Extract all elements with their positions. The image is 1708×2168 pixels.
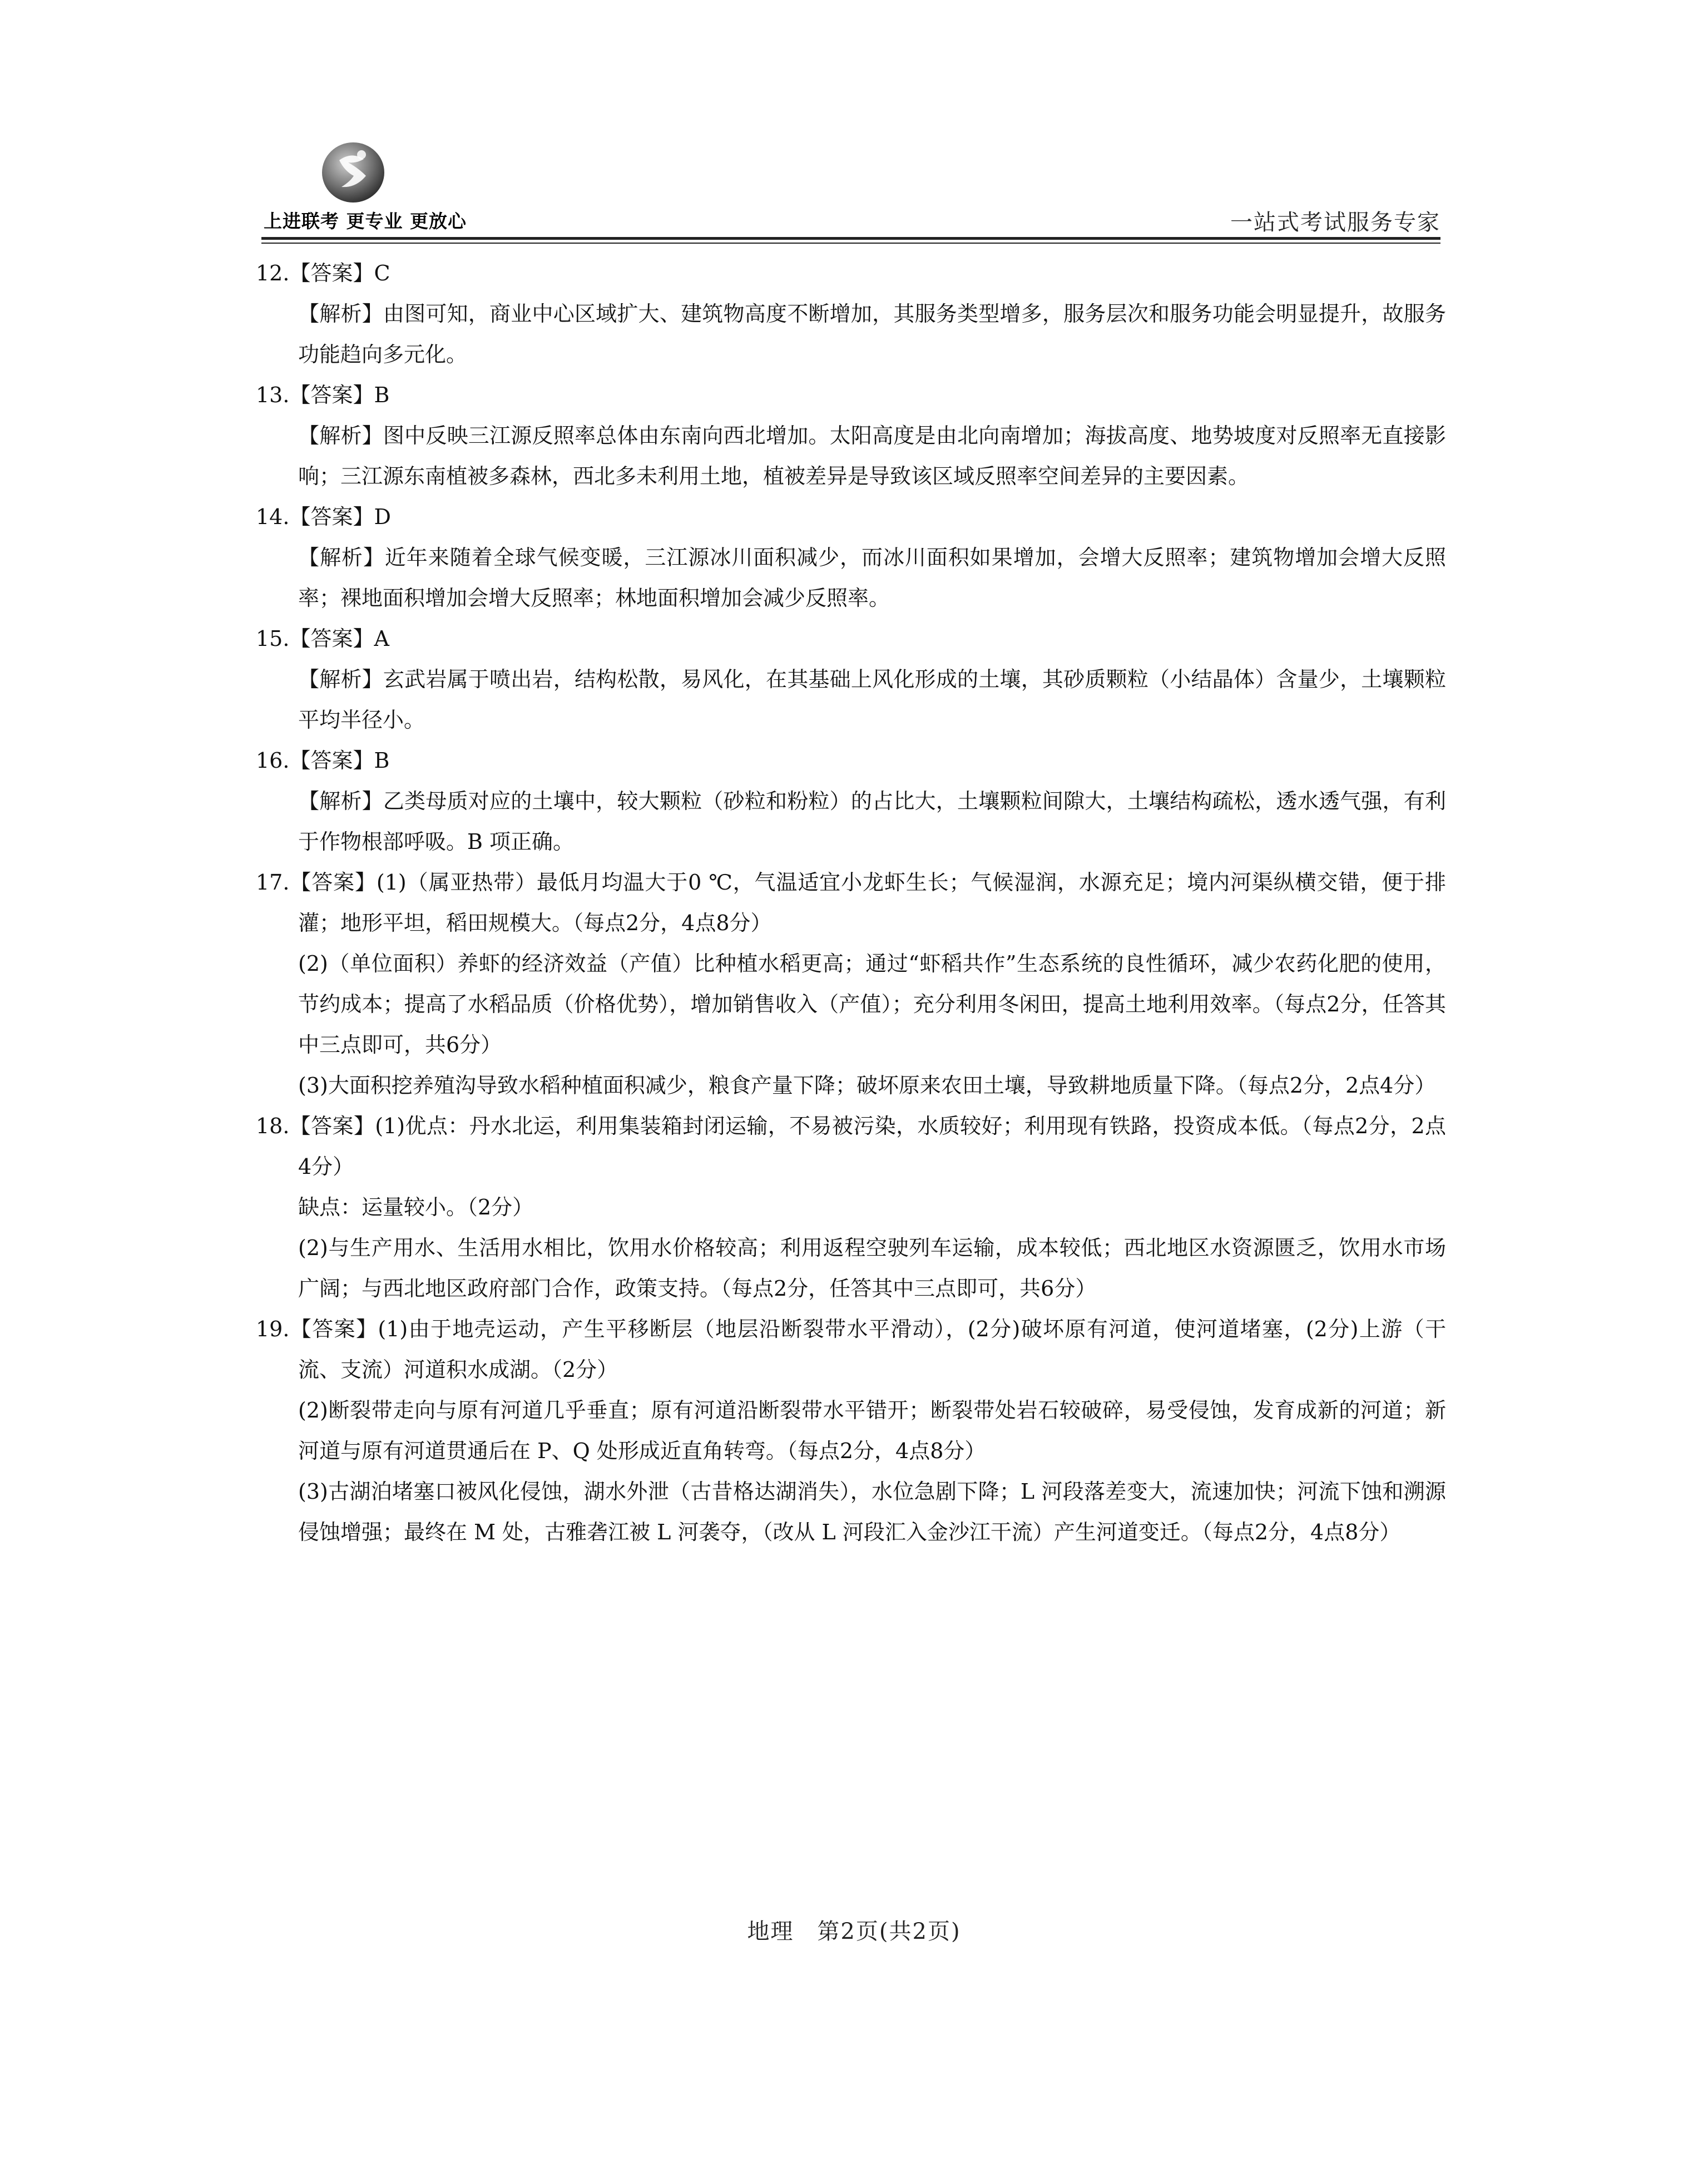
answer-part-2: (2)与生产用水、生活用水相比，饮用水价格较高；利用返程空驶列车运输，成本较低；西北地区水资源匮乏，饮用水市场广阔；与西北地区政府部门合作，政策支持。（每点2分，任答其中三点即可，共6分） — [298, 1236, 1446, 1301]
answer-drawback: 缺点：运量较小。（2分） — [298, 1195, 534, 1219]
logo-emblem-icon — [317, 139, 389, 206]
header-tagline: 一站式考试服务专家 — [1230, 210, 1440, 235]
question-17 — [256, 862, 1446, 1106]
analysis-text: 【解析】近年来随着全球气候变暖，三江源冰川面积减少，而冰川面积如果增加，会增大反照率；建筑物增加会增大反照率；裸地面积增加会增大反照率；林地面积增加会减少反照率。 — [298, 545, 1446, 610]
header-divider-thin — [261, 243, 1440, 244]
answer-part-3: (3)大面积挖养殖沟导致水稻种植面积减少，粮食产量下降；破坏原来农田土壤，导致耕地质量下降。（每点2分，2点4分） — [298, 1073, 1436, 1098]
logo-slogan: 上进联考 更专业 更放心 — [264, 210, 467, 232]
question-number: 15. — [256, 626, 290, 651]
question-18 — [256, 1106, 1446, 1309]
answer-part-2: (2)（单位面积）养虾的经济效益（产值）比种植水稻更高；通过“虾稻共作”生态系统的良性循环，减少农药化肥的使用，节约成本；提高了水稻品质（价格优势），增加销售收入（产值）；充分利用冬闲田，提高土地利用效率。（每点2分，任答其中三点即可，共6分） — [298, 951, 1446, 1057]
header-divider-thick — [261, 237, 1440, 240]
question-13 — [256, 375, 1446, 497]
question-number: 18. — [256, 1114, 290, 1138]
question-number: 16. — [256, 748, 290, 773]
question-number: 19. — [256, 1317, 290, 1341]
question-number: 12. — [256, 261, 290, 285]
answer-part-2: (2)断裂带走向与原有河道几乎垂直；原有河道沿断裂带水平错开；断裂带处岩石较破碎，易受侵蚀，发育成新的河道；新河道与原有河道贯通后在 P、Q 处形成近直角转弯。（每点2分，4点8分） — [298, 1398, 1446, 1463]
question-14 — [256, 497, 1446, 619]
answer-part-1: 【答案】(1)（属亚热带）最低月均温大于0 ℃，气温适宜小龙虾生长；气候湿润，水源充足；境内河渠纵横交错，便于排灌；地形平坦，稻田规模大。（每点2分，4点8分） — [289, 870, 1446, 935]
question-12 — [256, 253, 1446, 375]
answer-part-1: 【答案】(1)由于地壳运动，产生平移断层（地层沿断裂带水平滑动），(2分)破坏原有河道，使河道堵塞，(2分)上游（干流、支流）河道积水成湖。（2分） — [289, 1317, 1446, 1382]
answer-label: 【答案】C — [289, 261, 390, 285]
answer-label: 【答案】D — [289, 505, 391, 529]
answer-label: 【答案】B — [289, 748, 390, 773]
answer-label: 【答案】A — [289, 626, 389, 651]
answer-content — [256, 253, 1446, 1553]
answer-part-3: (3)古湖泊堵塞口被风化侵蚀，湖水外泄（古昔格达湖消失），水位急剧下降；L 河段落差变大，流速加快；河流下蚀和溯源侵蚀增强；最终在 M 处，古雅砻江被 L 河袭夺，（改从 L 河段汇入金沙江干流）产生河道变迁。（每点2分，4点8分） — [298, 1479, 1446, 1544]
question-number: 14. — [256, 505, 290, 529]
answer-label: 【答案】B — [289, 383, 390, 407]
analysis-text: 【解析】玄武岩属于喷出岩，结构松散，易风化，在其基础上风化形成的土壤，其砂质颗粒（小结晶体）含量少，土壤颗粒平均半径小。 — [298, 667, 1446, 732]
analysis-text: 【解析】乙类母质对应的土壤中，较大颗粒（砂粒和粉粒）的占比大，土壤颗粒间隙大，土壤结构疏松，透水透气强，有利于作物根部呼吸。B 项正确。 — [298, 789, 1446, 854]
question-19 — [256, 1309, 1446, 1553]
question-15 — [256, 619, 1446, 740]
answer-part-1: 【答案】(1)优点：丹水北运，利用集装箱封闭运输，不易被污染，水质较好；利用现有铁路，投资成本低。（每点2分，2点4分） — [289, 1114, 1446, 1179]
analysis-text: 【解析】由图可知，商业中心区域扩大、建筑物高度不断增加，其服务类型增多，服务层次和服务功能会明显提升，故服务功能趋向多元化。 — [298, 302, 1446, 367]
page-header — [261, 139, 1440, 242]
analysis-text: 【解析】图中反映三江源反照率总体由东南向西北增加。太阳高度是由北向南增加；海拔高度、地势坡度对反照率无直接影响；三江源东南植被多森林，西北多未利用土地，植被差异是导致该区域反照率空间差异的主要因素。 — [298, 423, 1446, 488]
publisher-logo — [261, 139, 467, 234]
question-number: 13. — [256, 383, 290, 407]
page-footer: 地理 第2页(共2页) — [747, 1919, 961, 1944]
question-16 — [256, 740, 1446, 862]
question-number: 17. — [256, 870, 290, 895]
